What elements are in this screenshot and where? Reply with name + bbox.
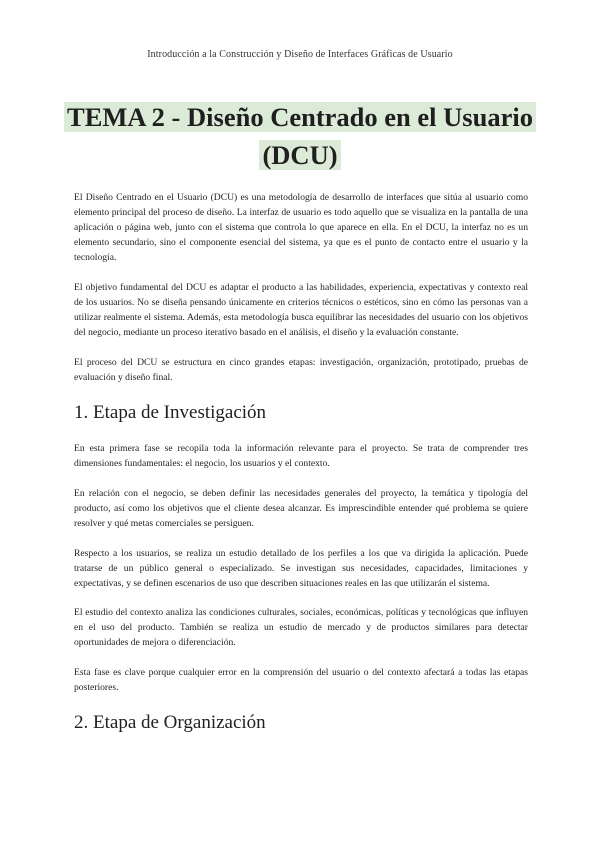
title-highlight: TEMA 2 - Diseño Centrado en el Usuario (DCU): [64, 102, 536, 170]
intro-paragraph: El Diseño Centrado en el Usuario (DCU) es una metodología de desarrollo de interfaces que sitúa al usuario como elemento principal del proceso de diseño. La interfaz de usuario es todo aquello que se visualiza en la pantalla de una aplicación o página web, junto con el sistema que controla lo que aparece en ella. En el DCU, la interfaz no es un elemento secundario, sino el componente esencial del sistema, ya que es el punto de contacto entre el usuario y la tecnología.: [74, 192, 528, 264]
page-title: [60, 98, 540, 174]
section-paragraph: Esta fase es clave porque cualquier error en la comprensión del usuario o del contexto afectará a todas las etapas posteriores.: [74, 667, 528, 694]
intro-paragraph: El objetivo fundamental del DCU es adaptar el producto a las habilidades, experiencia, expectativas y contexto real de los usuarios. No se diseña pensando únicamente en criterios técnicos o estéticos, sino en cómo las personas van a utilizar realmente el sistema. Además, esta metodología busca equilibrar las necesidades del usuario con los objetivos del negocio, mediante un proceso iterativo basado en el análisis, el diseño y la evaluación constante.: [74, 281, 528, 339]
section-paragraph: En esta primera fase se recopila toda la información relevante para el proyecto. Se trata de comprender tres dimensiones fundamentales: el negocio, los usuarios y el contexto.: [74, 443, 528, 470]
document-body: [74, 190, 528, 751]
section-heading: 2. Etapa de Organización: [74, 712, 266, 734]
section-paragraph: El estudio del contexto analiza las condiciones culturales, sociales, económicas, políticas y tecnológicas que influyen en el uso del producto. También se realiza un estudio de mercado y de productos similares para detectar oportunidades de mejora o diferenciación.: [74, 607, 528, 649]
section-paragraph: En relación con el negocio, se deben definir las necesidades generales del proyecto, la temática y tipología del producto, así como los objetivos que el cliente desea alcanzar. Es imprescindible entender qué problema se quiere resolver y qué metas comerciales se persiguen.: [74, 487, 528, 529]
section-paragraph: Respecto a los usuarios, se realiza un estudio detallado de los perfiles a los que va dirigida la aplicación. Puede tratarse de un público general o especializado. Se investigan sus necesidades, capacidades, limitaciones y expectativas, y se definen escenarios de uso que describen situaciones reales en las que utilizarán el sistema.: [74, 547, 528, 589]
running-header: Introducción a la Construcción y Diseño de Interfaces Gráficas de Usuario: [147, 49, 453, 60]
section-heading: 1. Etapa de Investigación: [74, 402, 267, 424]
intro-paragraph: El proceso del DCU se estructura en cinco grandes etapas: investigación, organización, prototipado, pruebas de evaluación y diseño final.: [74, 356, 528, 383]
